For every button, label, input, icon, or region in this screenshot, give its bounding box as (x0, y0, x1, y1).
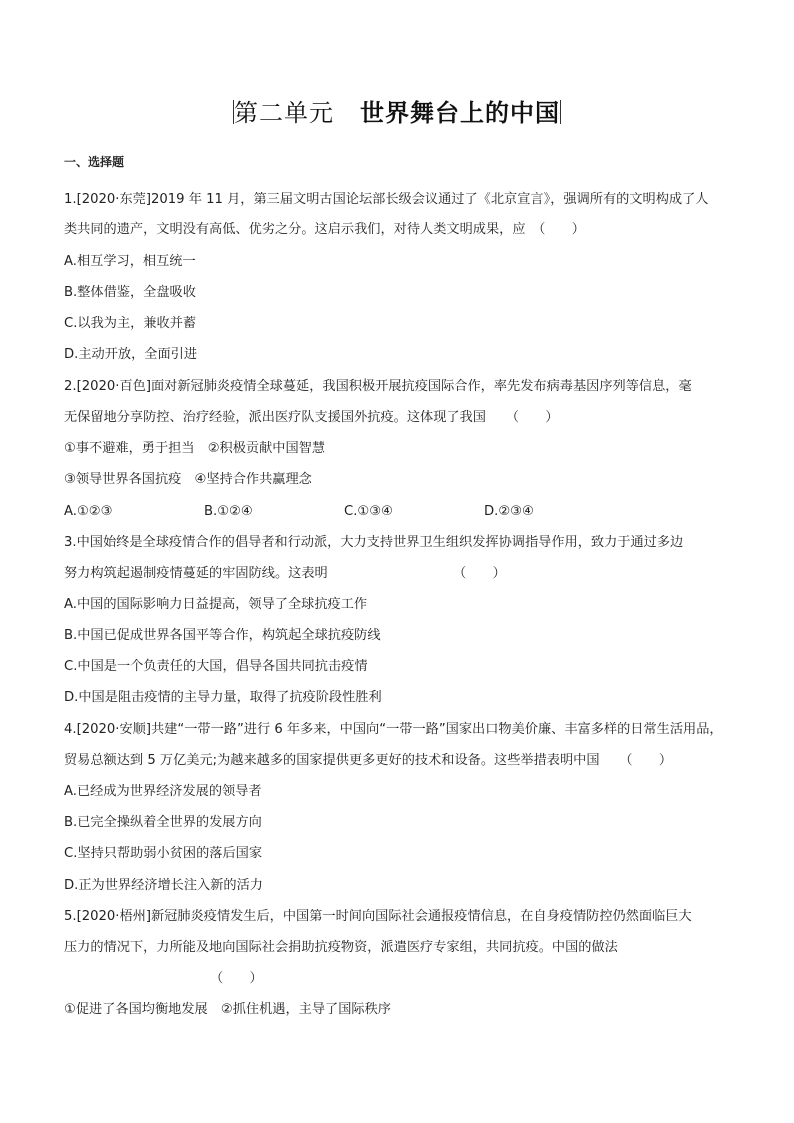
question-3-stem-line-2: 努力构筑起遏制疫情蔓延的牢固防线。这表明 （ ） (64, 566, 506, 581)
question-1-option-b: B.整体借鉴，全盘吸收 (64, 285, 196, 300)
question-4-stem-line-2: 贸易总额达到 5 万亿美元;为越来越多的国家提供更多更好的技术和设备。这些举措表明中国 （ ） (64, 753, 673, 768)
question-3-option-b: B.中国已促成世界各国平等合作，构筑起全球抗疫防线 (64, 628, 381, 643)
section-heading: 一、选择题 (64, 155, 125, 169)
question-4-option-b: B.已完全操纵着全世界的发展方向 (64, 815, 262, 830)
question-1-option-d: D.主动开放，全面引进 (64, 347, 198, 362)
question-3-option-a: A.中国的国际影响力日益提高，领导了全球抗疫工作 (64, 597, 368, 612)
question-4-stem-line-1: 4.[2020·安顺]共建“一带一路”进行 6 年多来，中国向“一带一路”国家出口物美价廉、丰富多样的日常生活用品， (64, 722, 723, 737)
question-2-option-a: A.①②③ (64, 504, 113, 519)
question-2-option-b: B.①②④ (204, 504, 253, 519)
question-4-option-c: C.坚持只帮助弱小贫困的落后国家 (64, 846, 263, 861)
question-1-option-c: C.以我为主，兼收并蓄 (64, 316, 197, 331)
question-3-option-d: D.中国是阻击疫情的主导力量，取得了抗疫阶段性胜利 (64, 690, 382, 705)
question-2-statements-1: ①事不避难，勇于担当 ②积极贡献中国智慧 (64, 441, 326, 456)
question-4-option-d: D.正为世界经济增长注入新的活力 (64, 878, 263, 893)
question-1-stem-line-2: 类共同的遗产，文明没有高低、优劣之分。这启示我们，对待人类文明成果，应 （ ） (64, 222, 585, 237)
question-2-option-d: D.②③④ (484, 504, 534, 519)
question-2-statements-2: ③领导世界各国抗疫 ④坚持合作共赢理念 (64, 472, 312, 487)
unit-title (0, 96, 794, 130)
unit-number: 第二单元 (234, 99, 334, 127)
question-3-stem-line-1: 3.中国始终是全球疫情合作的倡导者和行动派，大力支持世界卫生组织发挥协调指导作用，致力于通过多边 (64, 535, 684, 550)
question-5-stem-line-1: 5.[2020·梧州]新冠肺炎疫情发生后，中国第一时间向国际社会通报疫情信息，在自身疫情防控仍然面临巨大 (64, 909, 692, 924)
question-5-answer-blank: （ ） (210, 971, 263, 986)
question-1-stem-line-1: 1.[2020·东莞]2019 年 11 月，第三届文明古国论坛部长级会议通过了《北京宣言》，强调所有的文明构成了人 (64, 192, 709, 207)
question-2-stem-line-2: 无保留地分享防控、治疗经验，派出医疗队支援国外抗疫。这体现了我国 （ ） (64, 410, 559, 425)
question-2-options (64, 502, 744, 522)
question-1-option-a: A.相互学习，相互统一 (64, 254, 196, 269)
question-5-statements-1: ①促进了各国均衡地发展 ②抓住机遇，主导了国际秩序 (64, 1002, 391, 1017)
question-4-option-a: A.已经成为世界经济发展的领导者 (64, 784, 262, 799)
title-right-bar (560, 100, 561, 124)
question-3-option-c: C.中国是一个负责任的大国，倡导各国共同抗击疫情 (64, 659, 368, 674)
question-2-stem-line-1: 2.[2020·百色]面对新冠肺炎疫情全球蔓延，我国积极开展抗疫国际合作，率先发布病毒基因序列等信息，毫 (64, 379, 692, 394)
question-5-stem-line-2: 压力的情况下，力所能及地向国际社会捐助抗疫物资，派遣医疗专家组，共同抗疫。中国的做法 (64, 940, 618, 955)
unit-name: 世界舞台上的中国 (360, 99, 560, 127)
question-2-option-c: C.①③④ (344, 504, 393, 519)
